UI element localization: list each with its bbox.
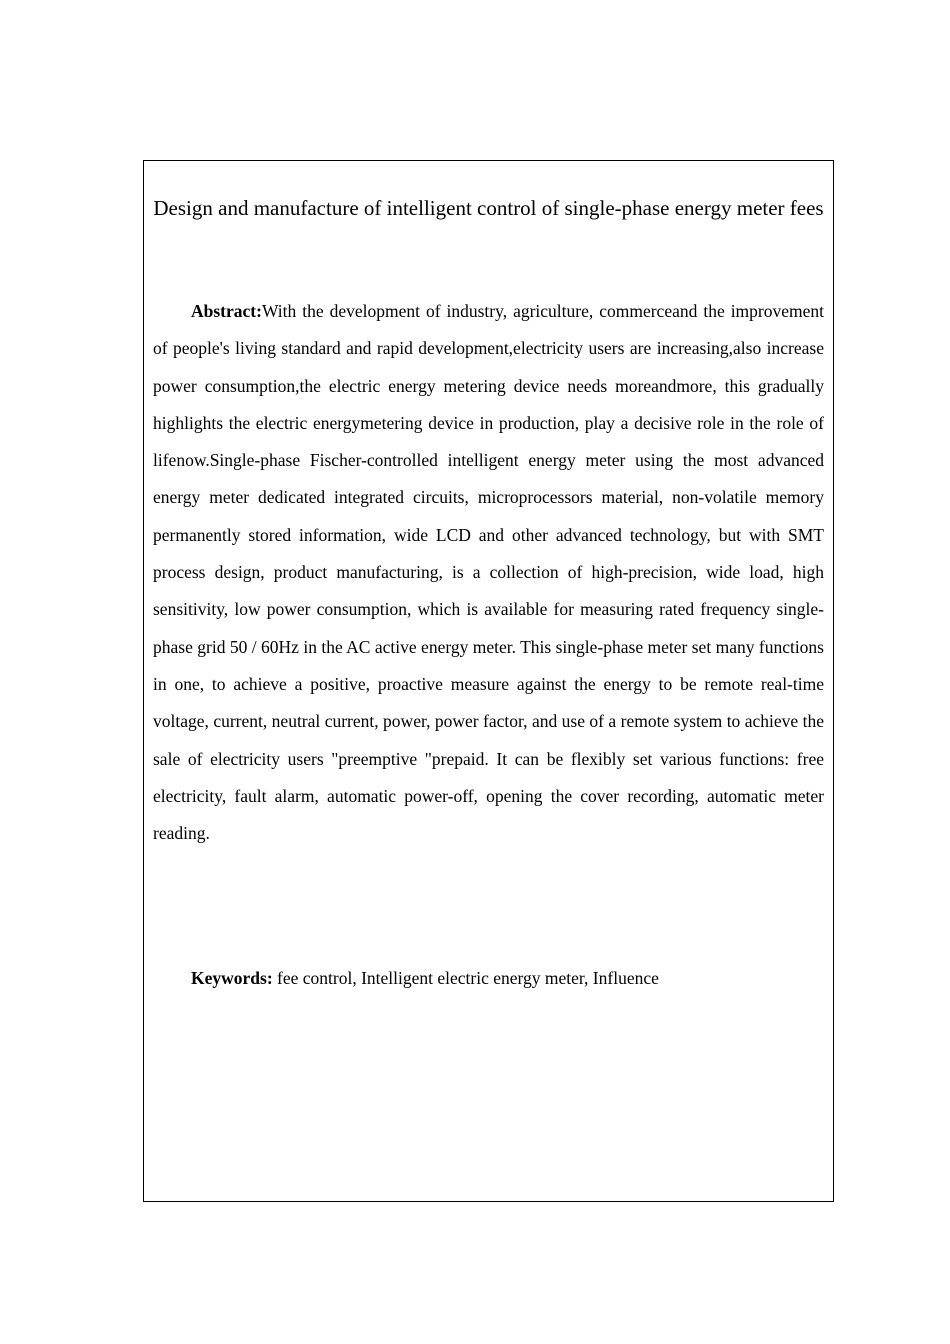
abstract-label: Abstract: bbox=[191, 301, 262, 321]
keywords-label: Keywords: bbox=[191, 968, 273, 988]
keywords-line bbox=[191, 963, 824, 993]
abstract-paragraph bbox=[153, 293, 824, 852]
abstract-text: With the development of industry, agriculture, commerceand the improvement of people's living standard and rapid development,electricity users are increasing,also increase power consumption,the electric energy metering device needs moreandmore, this gradually highlights the electric energymetering device in production, play a decisive role in the role of lifenow.Single-phase Fischer-controlled intelligent energy meter using the most advanced energy meter dedicated integrated circuits, microprocessors material, non-volatile memory permanently stored information, wide LCD and other advanced technology, but with SMT process design, product manufacturing, is a collection of high-precision, wide load, high sensitivity, low power consumption, which is available for measuring rated frequency single-phase grid 50 / 60Hz in the AC active energy meter. This single-phase meter set many functions in one, to achieve a positive, proactive measure against the energy to be remote real-time voltage, current, neutral current, power, power factor, and use of a remote system to achieve the sale of electricity users "preemptive "prepaid. It can be flexibly set various functions: free electricity, fault alarm, automatic power-off, opening the cover recording, automatic meter reading. bbox=[153, 301, 824, 844]
document-title: Design and manufacture of intelligent control of single-phase energy meter fees bbox=[153, 196, 824, 220]
keywords-text: fee control, Intelligent electric energy meter, Influence bbox=[277, 968, 659, 988]
abstract-frame bbox=[143, 160, 834, 1202]
